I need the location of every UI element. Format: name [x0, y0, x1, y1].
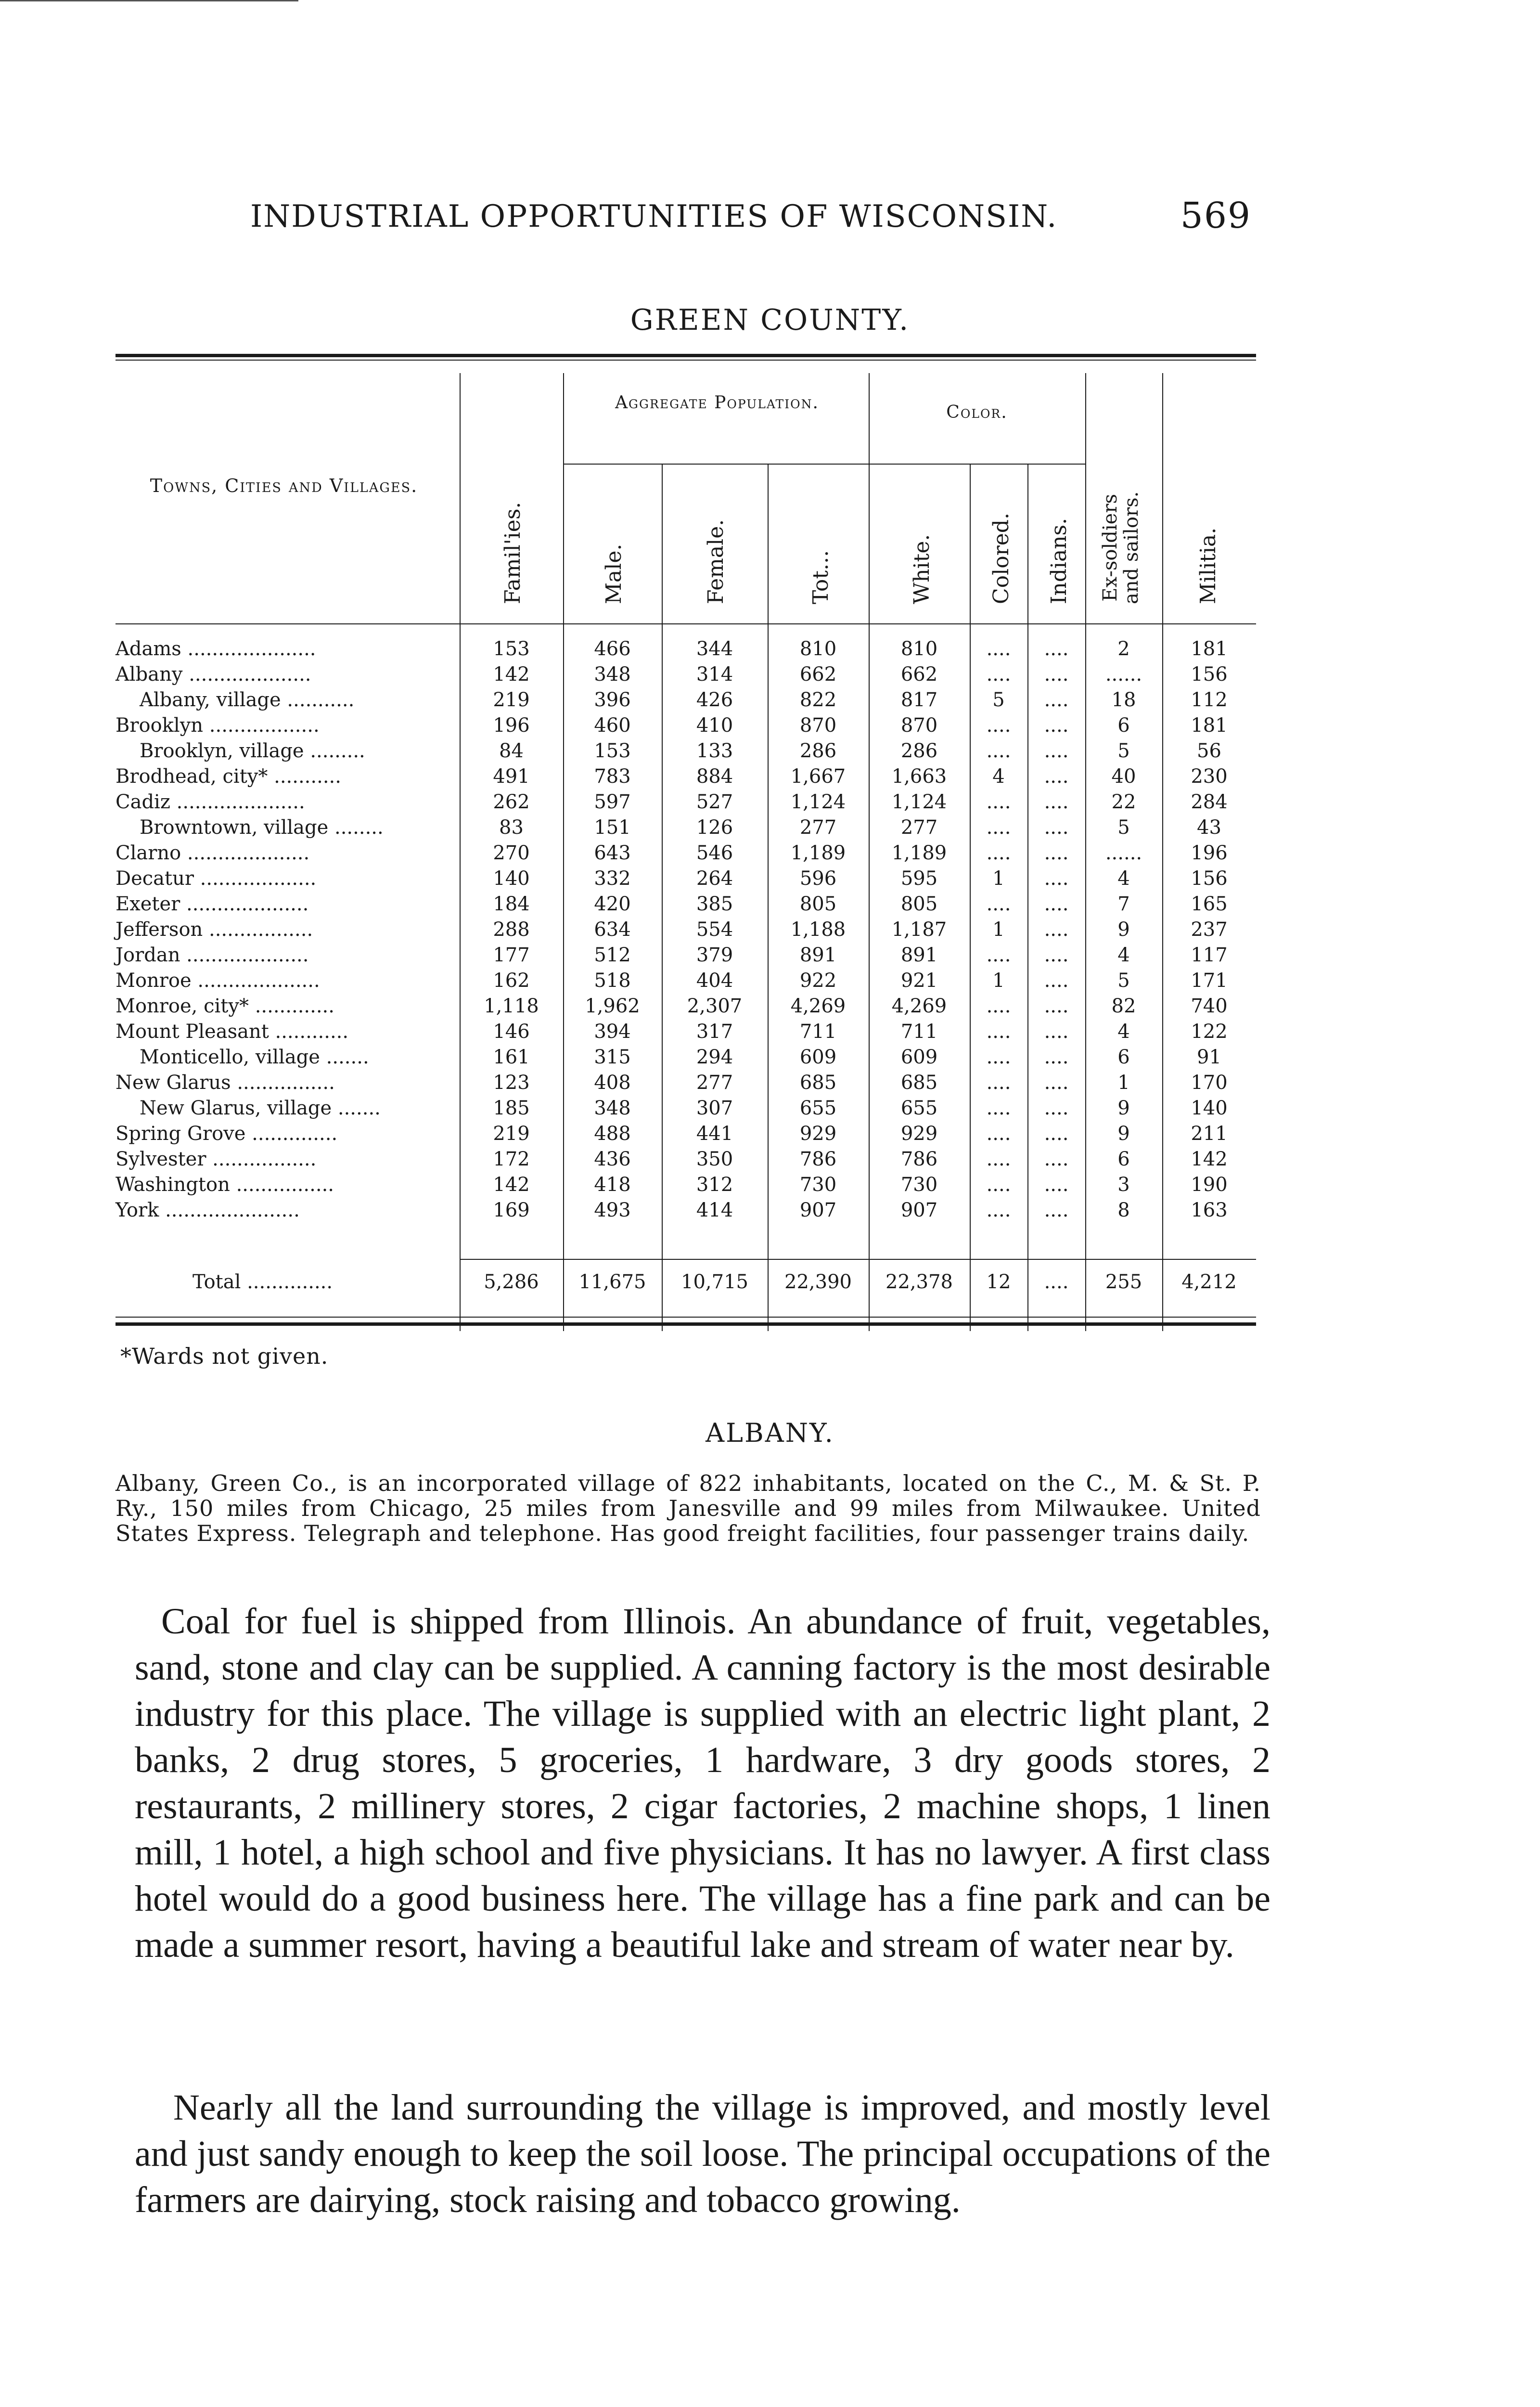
row-town-name: Browntown, village ........	[140, 816, 384, 839]
row-white: 805	[900, 893, 938, 915]
row-indians: ....	[1044, 944, 1069, 966]
total-ex-soldiers: 255	[1105, 1271, 1142, 1293]
row-town-name: Brodhead, city* ...........	[116, 765, 341, 788]
row-ex: 7	[1117, 893, 1130, 915]
row-male: 348	[594, 663, 631, 686]
table-row	[116, 893, 1256, 918]
row-total: 730	[799, 1174, 837, 1196]
header-rule	[116, 623, 1256, 624]
row-white: 1,187	[891, 919, 947, 941]
table-row	[116, 816, 1256, 841]
row-male: 518	[594, 970, 631, 992]
header-families: Famil'ies.	[500, 502, 525, 604]
row-militia: 142	[1191, 1148, 1228, 1170]
row-male: 418	[594, 1174, 631, 1196]
row-colored: ....	[986, 1072, 1011, 1094]
row-town-name: Washington ................	[116, 1174, 334, 1196]
row-ex: 40	[1111, 765, 1136, 788]
row-total: 891	[799, 944, 837, 966]
row-colored: 1	[992, 919, 1005, 941]
row-indians: ....	[1044, 1199, 1069, 1221]
row-indians: ....	[1044, 663, 1069, 686]
row-colored: ....	[986, 638, 1011, 660]
table-row	[116, 1021, 1256, 1046]
row-male: 1,962	[585, 995, 640, 1017]
row-total: 1,188	[790, 919, 846, 941]
row-total: 609	[799, 1046, 837, 1068]
row-male: 634	[594, 919, 631, 941]
row-indians: ....	[1044, 1123, 1069, 1145]
row-female: 317	[696, 1021, 733, 1043]
row-female: 414	[696, 1199, 733, 1221]
row-female: 294	[696, 1046, 733, 1068]
row-colored: 1	[992, 867, 1005, 890]
row-town-name: New Glarus ................	[116, 1072, 335, 1094]
row-white: 929	[900, 1123, 938, 1145]
row-militia: 284	[1191, 791, 1228, 813]
row-colored: ....	[986, 1097, 1011, 1119]
row-white: 662	[900, 663, 938, 686]
table-row	[116, 970, 1256, 995]
row-ex: 6	[1117, 1046, 1130, 1068]
row-male: 466	[594, 638, 631, 660]
row-female: 307	[696, 1097, 733, 1119]
row-indians: ....	[1044, 765, 1069, 788]
row-indians: ....	[1044, 1072, 1069, 1094]
row-militia: 117	[1191, 944, 1228, 966]
row-total: 1,189	[790, 842, 846, 864]
row-female: 2,307	[687, 995, 743, 1017]
row-ex: 4	[1117, 867, 1130, 890]
row-families: 142	[493, 1174, 530, 1196]
row-female: 314	[696, 663, 733, 686]
row-ex: 5	[1117, 740, 1130, 762]
total-families: 5,286	[484, 1271, 539, 1293]
header-color: Color.	[946, 402, 1008, 422]
row-indians: ....	[1044, 740, 1069, 762]
row-female: 554	[696, 919, 733, 941]
row-total: 1,667	[790, 765, 846, 788]
row-militia: 122	[1191, 1021, 1228, 1043]
row-families: 491	[493, 765, 530, 788]
table-bottom-rule	[116, 1322, 1256, 1326]
row-female: 527	[696, 791, 733, 813]
row-militia: 181	[1191, 638, 1228, 660]
row-militia: 171	[1191, 970, 1228, 992]
row-town-name: Exeter ....................	[116, 893, 309, 915]
row-ex: 3	[1117, 1174, 1130, 1196]
row-female: 404	[696, 970, 733, 992]
table-top-rule	[116, 354, 1256, 357]
row-white: 655	[900, 1097, 938, 1119]
table-row	[116, 995, 1256, 1020]
row-white: 685	[900, 1072, 938, 1094]
row-ex: 9	[1117, 1123, 1130, 1145]
row-ex: 9	[1117, 1097, 1130, 1119]
row-families: 288	[493, 919, 530, 941]
row-colored: ....	[986, 1021, 1011, 1043]
row-white: 786	[900, 1148, 938, 1170]
row-indians: ....	[1044, 1097, 1069, 1119]
row-families: 1,118	[484, 995, 539, 1017]
table-top-rule-thin	[116, 360, 1256, 361]
table-row	[116, 714, 1256, 739]
row-colored: ....	[986, 944, 1011, 966]
row-militia: 156	[1191, 663, 1228, 686]
row-militia: 196	[1191, 842, 1228, 864]
row-ex: 8	[1117, 1199, 1130, 1221]
row-colored: 1	[992, 970, 1005, 992]
row-militia: 91	[1197, 1046, 1221, 1068]
row-indians: ....	[1044, 867, 1069, 890]
row-militia: 237	[1191, 919, 1228, 941]
row-town-name: Monticello, village .......	[140, 1046, 369, 1068]
row-indians: ....	[1044, 714, 1069, 737]
header-colored: Colored.	[989, 513, 1014, 604]
total-male: 11,675	[578, 1271, 646, 1293]
row-families: 153	[493, 638, 530, 660]
row-white: 817	[900, 689, 938, 711]
table-bottom-rule-thin	[116, 1317, 1256, 1318]
row-white: 286	[900, 740, 938, 762]
row-ex: 5	[1117, 970, 1130, 992]
row-families: 262	[493, 791, 530, 813]
row-total: 596	[799, 867, 837, 890]
row-male: 436	[594, 1148, 631, 1170]
row-militia: 43	[1197, 816, 1221, 839]
row-female: 277	[696, 1072, 733, 1094]
row-colored: ....	[986, 1174, 1011, 1196]
row-town-name: York ......................	[116, 1199, 300, 1221]
row-female: 441	[696, 1123, 733, 1145]
row-colored: ....	[986, 842, 1011, 864]
row-total: 907	[799, 1199, 837, 1221]
row-white: 921	[900, 970, 938, 992]
table-row	[116, 1123, 1256, 1148]
row-indians: ....	[1044, 791, 1069, 813]
row-indians: ....	[1044, 689, 1069, 711]
row-indians: ....	[1044, 1174, 1069, 1196]
row-families: 169	[493, 1199, 530, 1221]
row-town-name: Jordan ....................	[116, 944, 309, 966]
row-total: 662	[799, 663, 837, 686]
row-town-name: Albany, village ...........	[140, 689, 355, 711]
row-total: 655	[799, 1097, 837, 1119]
total-label: Total ..............	[192, 1271, 333, 1293]
row-total: 822	[799, 689, 837, 711]
row-families: 161	[493, 1046, 530, 1068]
row-male: 597	[594, 791, 631, 813]
header-ex-soldiers	[1100, 492, 1142, 604]
row-indians: ....	[1044, 893, 1069, 915]
row-male: 153	[594, 740, 631, 762]
row-ex: 5	[1117, 816, 1130, 839]
row-colored: ....	[986, 1123, 1011, 1145]
row-families: 83	[499, 816, 524, 839]
total-militia: 4,212	[1181, 1271, 1237, 1293]
row-female: 884	[696, 765, 733, 788]
row-total: 786	[799, 1148, 837, 1170]
row-indians: ....	[1044, 919, 1069, 941]
row-families: 123	[493, 1072, 530, 1094]
row-colored: ....	[986, 995, 1011, 1017]
row-female: 133	[696, 740, 733, 762]
row-militia: 230	[1191, 765, 1228, 788]
row-total: 810	[799, 638, 837, 660]
row-total: 685	[799, 1072, 837, 1094]
row-ex: 2	[1117, 638, 1130, 660]
row-families: 219	[493, 689, 530, 711]
table-row	[116, 919, 1256, 944]
row-ex: ......	[1105, 663, 1142, 686]
total-total: 22,390	[784, 1271, 852, 1293]
row-white: 711	[900, 1021, 938, 1043]
page-number: 569	[1180, 195, 1251, 236]
table-row	[116, 842, 1256, 867]
row-total: 277	[799, 816, 837, 839]
row-families: 172	[493, 1148, 530, 1170]
row-colored: 4	[992, 765, 1005, 788]
row-indians: ....	[1044, 842, 1069, 864]
header-ex-soldiers-line2: and sailors.	[1120, 491, 1142, 604]
row-ex: 9	[1117, 919, 1130, 941]
row-families: 270	[493, 842, 530, 864]
top-rule	[0, 0, 298, 1]
row-indians: ....	[1044, 816, 1069, 839]
row-ex: 4	[1117, 944, 1130, 966]
row-male: 488	[594, 1123, 631, 1145]
row-female: 546	[696, 842, 733, 864]
table-row	[116, 791, 1256, 816]
table-title: GREEN COUNTY.	[630, 303, 910, 337]
header-female: Female.	[704, 519, 728, 604]
row-white: 609	[900, 1046, 938, 1068]
row-families: 219	[493, 1123, 530, 1145]
row-town-name: Brooklyn, village .........	[140, 740, 365, 762]
row-colored: ....	[986, 1148, 1011, 1170]
table-total-row	[116, 1271, 1256, 1296]
row-town-name: Decatur ...................	[116, 867, 317, 890]
running-title: INDUSTRIAL OPPORTUNITIES OF WISCONSIN.	[250, 199, 1058, 234]
header-male: Male.	[602, 544, 626, 604]
row-ex: 82	[1111, 995, 1136, 1017]
row-colored: ....	[986, 893, 1011, 915]
row-white: 4,269	[891, 995, 947, 1017]
total-indians: ....	[1044, 1271, 1069, 1293]
table-row	[116, 765, 1256, 790]
row-town-name: Clarno ....................	[116, 842, 310, 864]
row-total: 1,124	[790, 791, 846, 813]
table-footnote: *Wards not given.	[120, 1343, 329, 1369]
row-indians: ....	[1044, 638, 1069, 660]
table-row	[116, 1174, 1256, 1199]
row-total: 922	[799, 970, 837, 992]
row-male: 783	[594, 765, 631, 788]
total-rule	[460, 1259, 1256, 1260]
table-row	[116, 740, 1256, 765]
row-families: 84	[499, 740, 524, 762]
row-white: 1,124	[891, 791, 947, 813]
group-rule	[563, 464, 869, 465]
row-female: 350	[696, 1148, 733, 1170]
header-ex-soldiers-line1: Ex-soldiers	[1099, 493, 1121, 602]
total-white: 22,378	[886, 1271, 953, 1293]
row-male: 348	[594, 1097, 631, 1119]
row-white: 595	[900, 867, 938, 890]
row-male: 493	[594, 1199, 631, 1221]
row-families: 162	[493, 970, 530, 992]
row-male: 460	[594, 714, 631, 737]
row-total: 870	[799, 714, 837, 737]
row-total: 286	[799, 740, 837, 762]
row-indians: ....	[1044, 1148, 1069, 1170]
albany-intro: Albany, Green Co., is an incorporated village of 822 inhabitants, located on the C., M. & St. P. Ry., 150 miles from Chicago, 25 miles from Janesville and 99 miles from Milwaukee. United States Express. Telegraph and telephone. Has good freight facilities, four passenger trains daily.	[116, 1470, 1261, 1546]
albany-paragraph-2: Nearly all the land surrounding the village is improved, and mostly level and just sandy enough to keep the soil loose. The principal occupations of the farmers are dairying, stock raising and tobacco growing.	[135, 2087, 1270, 2220]
row-total: 4,269	[790, 995, 846, 1017]
row-ex: ......	[1105, 842, 1142, 864]
table-row	[116, 1072, 1256, 1097]
header-aggregate: Aggregate Population.	[615, 393, 819, 413]
row-indians: ....	[1044, 995, 1069, 1017]
table-row	[116, 1148, 1256, 1173]
row-families: 140	[493, 867, 530, 890]
row-town-name: Cadiz .....................	[116, 791, 305, 813]
row-white: 1,189	[891, 842, 947, 864]
row-male: 420	[594, 893, 631, 915]
row-white: 907	[900, 1199, 938, 1221]
row-female: 264	[696, 867, 733, 890]
row-families: 142	[493, 663, 530, 686]
row-militia: 112	[1191, 689, 1228, 711]
table-row	[116, 1199, 1256, 1224]
row-female: 379	[696, 944, 733, 966]
row-militia: 163	[1191, 1199, 1228, 1221]
albany-title: ALBANY.	[706, 1418, 834, 1448]
row-male: 151	[594, 816, 631, 839]
row-colored: 5	[992, 689, 1005, 711]
row-female: 385	[696, 893, 733, 915]
row-town-name: Albany ....................	[116, 663, 311, 686]
table-row	[116, 867, 1256, 893]
row-ex: 4	[1117, 1021, 1130, 1043]
table-row	[116, 944, 1256, 969]
header-total: Tot...	[808, 550, 833, 604]
row-town-name: Mount Pleasant ............	[116, 1021, 349, 1043]
row-town-name: Brooklyn ..................	[116, 714, 320, 737]
row-female: 344	[696, 638, 733, 660]
row-white: 1,663	[891, 765, 947, 788]
row-ex: 22	[1111, 791, 1136, 813]
row-militia: 211	[1191, 1123, 1228, 1145]
header-towns: Towns, Cities and Villages.	[150, 475, 418, 496]
group-rule	[869, 464, 1085, 465]
row-militia: 170	[1191, 1072, 1228, 1094]
row-female: 410	[696, 714, 733, 737]
row-town-name: Monroe ....................	[116, 970, 320, 992]
header-white: White.	[910, 534, 934, 604]
row-families: 177	[493, 944, 530, 966]
row-white: 810	[900, 638, 938, 660]
row-ex: 18	[1111, 689, 1136, 711]
row-town-name: Jefferson .................	[116, 919, 313, 941]
row-town-name: Spring Grove ..............	[116, 1123, 338, 1145]
row-militia: 156	[1191, 867, 1228, 890]
row-male: 315	[594, 1046, 631, 1068]
row-militia: 56	[1197, 740, 1221, 762]
row-militia: 165	[1191, 893, 1228, 915]
row-male: 512	[594, 944, 631, 966]
row-colored: ....	[986, 791, 1011, 813]
row-colored: ....	[986, 740, 1011, 762]
row-white: 870	[900, 714, 938, 737]
row-ex: 6	[1117, 1148, 1130, 1170]
row-colored: ....	[986, 1046, 1011, 1068]
row-female: 312	[696, 1174, 733, 1196]
total-female: 10,715	[681, 1271, 748, 1293]
row-town-name: New Glarus, village .......	[140, 1097, 381, 1119]
row-militia: 190	[1191, 1174, 1228, 1196]
row-militia: 740	[1191, 995, 1228, 1017]
running-header	[250, 195, 1251, 248]
row-ex: 6	[1117, 714, 1130, 737]
row-militia: 181	[1191, 714, 1228, 737]
total-colored: 12	[986, 1271, 1011, 1293]
row-colored: ....	[986, 663, 1011, 686]
table-row	[116, 1046, 1256, 1071]
row-families: 185	[493, 1097, 530, 1119]
row-militia: 140	[1191, 1097, 1228, 1119]
header-indians: Indians.	[1047, 518, 1071, 604]
table-row	[116, 638, 1256, 663]
header-militia: Militia.	[1196, 527, 1220, 604]
row-indians: ....	[1044, 1021, 1069, 1043]
row-white: 730	[900, 1174, 938, 1196]
row-indians: ....	[1044, 970, 1069, 992]
row-male: 396	[594, 689, 631, 711]
row-female: 126	[696, 816, 733, 839]
table-row	[116, 1097, 1256, 1122]
row-male: 332	[594, 867, 631, 890]
row-colored: ....	[986, 714, 1011, 737]
row-male: 408	[594, 1072, 631, 1094]
row-total: 929	[799, 1123, 837, 1145]
row-town-name: Sylvester .................	[116, 1148, 317, 1170]
table-row	[116, 689, 1256, 714]
albany-paragraph-1: Coal for fuel is shipped from Illinois. An abundance of fruit, vegetables, sand, stone and clay can be supplied. A canning factory is the most desirable industry for this place. The village is supplied with an electric light plant, 2 banks, 2 drug stores, 5 groceries, 1 hardware, 3 dry goods stores, 2 restaurants, 2 millinery stores, 2 cigar factories, 2 machine shops, 1 linen mill, 1 hotel, a high school and five physicians. It has no lawyer. A first class hotel would do a good business here. The village has a fine park and can be made a summer resort, having a beautiful lake and stream of water near by.	[135, 1601, 1270, 1965]
row-total: 805	[799, 893, 837, 915]
row-families: 196	[493, 714, 530, 737]
row-families: 146	[493, 1021, 530, 1043]
row-male: 394	[594, 1021, 631, 1043]
row-white: 277	[900, 816, 938, 839]
row-white: 891	[900, 944, 938, 966]
row-male: 643	[594, 842, 631, 864]
row-town-name: Adams .....................	[116, 638, 316, 660]
row-ex: 1	[1117, 1072, 1130, 1094]
table-row	[116, 663, 1256, 688]
row-town-name: Monroe, city* .............	[116, 995, 334, 1017]
row-indians: ....	[1044, 1046, 1069, 1068]
row-total: 711	[799, 1021, 837, 1043]
row-colored: ....	[986, 816, 1011, 839]
row-colored: ....	[986, 1199, 1011, 1221]
row-female: 426	[696, 689, 733, 711]
row-families: 184	[493, 893, 530, 915]
